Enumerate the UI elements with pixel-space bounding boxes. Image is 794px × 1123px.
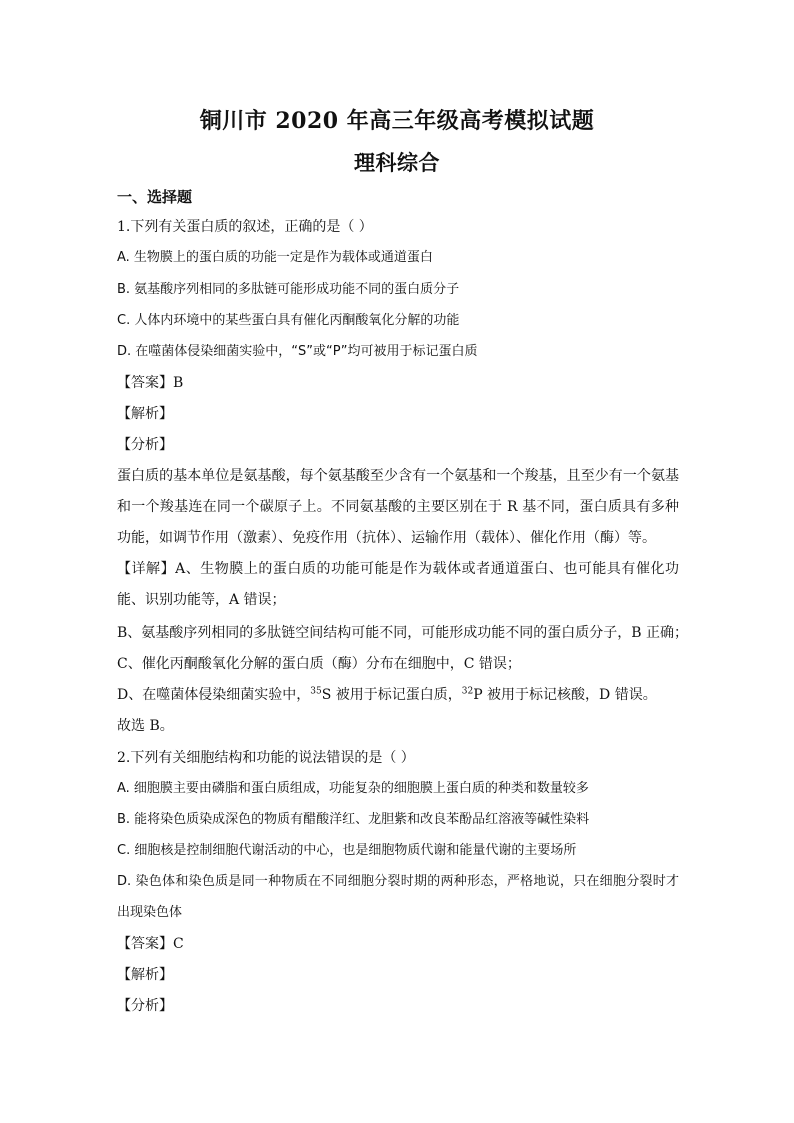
detail-d-prefix: D、在噬菌体侵染细菌实验中， xyxy=(117,687,311,703)
question-1-answer: 【答案】B xyxy=(117,375,184,391)
question-2-option-d: D. 染色体和染色质是同一种物质在不同细胞分裂时期的两种形态，严格地说，只在细胞分裂时才出现染色体 xyxy=(117,874,679,920)
question-1-option-d: D. 在噬菌体侵染细菌实验中，“S”或“P”均可被用于标记蛋白质 xyxy=(117,344,478,359)
question-2-answer: 【答案】C xyxy=(117,936,184,952)
detail-d-suffix: P 被用于标记核酸，D 错误。 xyxy=(473,687,657,703)
question-1-fenxi-label: 【分析】 xyxy=(117,437,173,453)
question-1-detail-c: C、催化丙酮酸氧化分解的蛋白质（酶）分布在细胞中，C 错误； xyxy=(117,656,521,672)
section-heading: 一、选择题 xyxy=(117,188,193,206)
question-2-stem: 2.下列有关细胞结构和功能的说法错误的是（ ） xyxy=(117,750,415,766)
question-1-option-b: B. 氨基酸序列相同的多肽链可能形成功能不同的蛋白质分子 xyxy=(117,282,460,297)
question-1-detail-d xyxy=(117,685,677,705)
question-1-stem: 1.下列有关蛋白质的叙述，正确的是（ ） xyxy=(117,219,373,235)
question-2-option-a: A. 细胞膜主要由磷脂和蛋白质组成，功能复杂的细胞膜上蛋白质的种类和数量较多 xyxy=(117,781,589,796)
isotope-32-superscript: 32 xyxy=(461,686,474,697)
question-1-fenxi-text: 蛋白质的基本单位是氨基酸，每个氨基酸至少含有一个氨基和一个羧基，且至少有一个氨基和一个羧基连在同一个碳原子上。不同氨基酸的主要区别在于 R 基不同，蛋白质具有多种功能，如调节作用（激素）、免疫作用（抗体）、运输作用（载体）、催化作用（酶）等。 xyxy=(117,468,679,546)
question-1-conclusion: 故选 B。 xyxy=(117,718,174,734)
question-1-detail-a: 【详解】A、生物膜上的蛋白质的功能可能是作为载体或者通道蛋白、也可能具有催化功能、识别功能等，A 错误； xyxy=(117,561,679,608)
question-1-option-a: A. 生物膜上的蛋白质的功能一定是作为载体或通道蛋白 xyxy=(117,250,433,265)
question-2-analysis-label: 【解析】 xyxy=(117,967,173,983)
question-1-detail-b: B、氨基酸序列相同的多肽链空间结构可能不同，可能形成功能不同的蛋白质分子，B 正确； xyxy=(117,625,689,641)
question-1-option-c: C. 人体内环境中的某些蛋白具有催化丙酮酸氧化分解的功能 xyxy=(117,313,460,328)
question-2-option-b: B. 能将染色质染成深色的物质有醋酸洋红、龙胆紫和改良苯酚品红溶液等碱性染料 xyxy=(117,812,590,827)
question-2-option-c: C. 细胞核是控制细胞代谢活动的中心，也是细胞物质代谢和能量代谢的主要场所 xyxy=(117,843,577,858)
question-2-fenxi-label: 【分析】 xyxy=(117,998,173,1014)
detail-d-middle: S 被用于标记蛋白质， xyxy=(321,687,462,703)
document-subtitle: 理科综合 xyxy=(354,150,440,175)
isotope-35-superscript: 35 xyxy=(310,686,322,697)
question-1-analysis-label: 【解析】 xyxy=(117,406,173,422)
document-title: 铜川市 2020 年高三年级高考模拟试题 xyxy=(199,108,595,134)
